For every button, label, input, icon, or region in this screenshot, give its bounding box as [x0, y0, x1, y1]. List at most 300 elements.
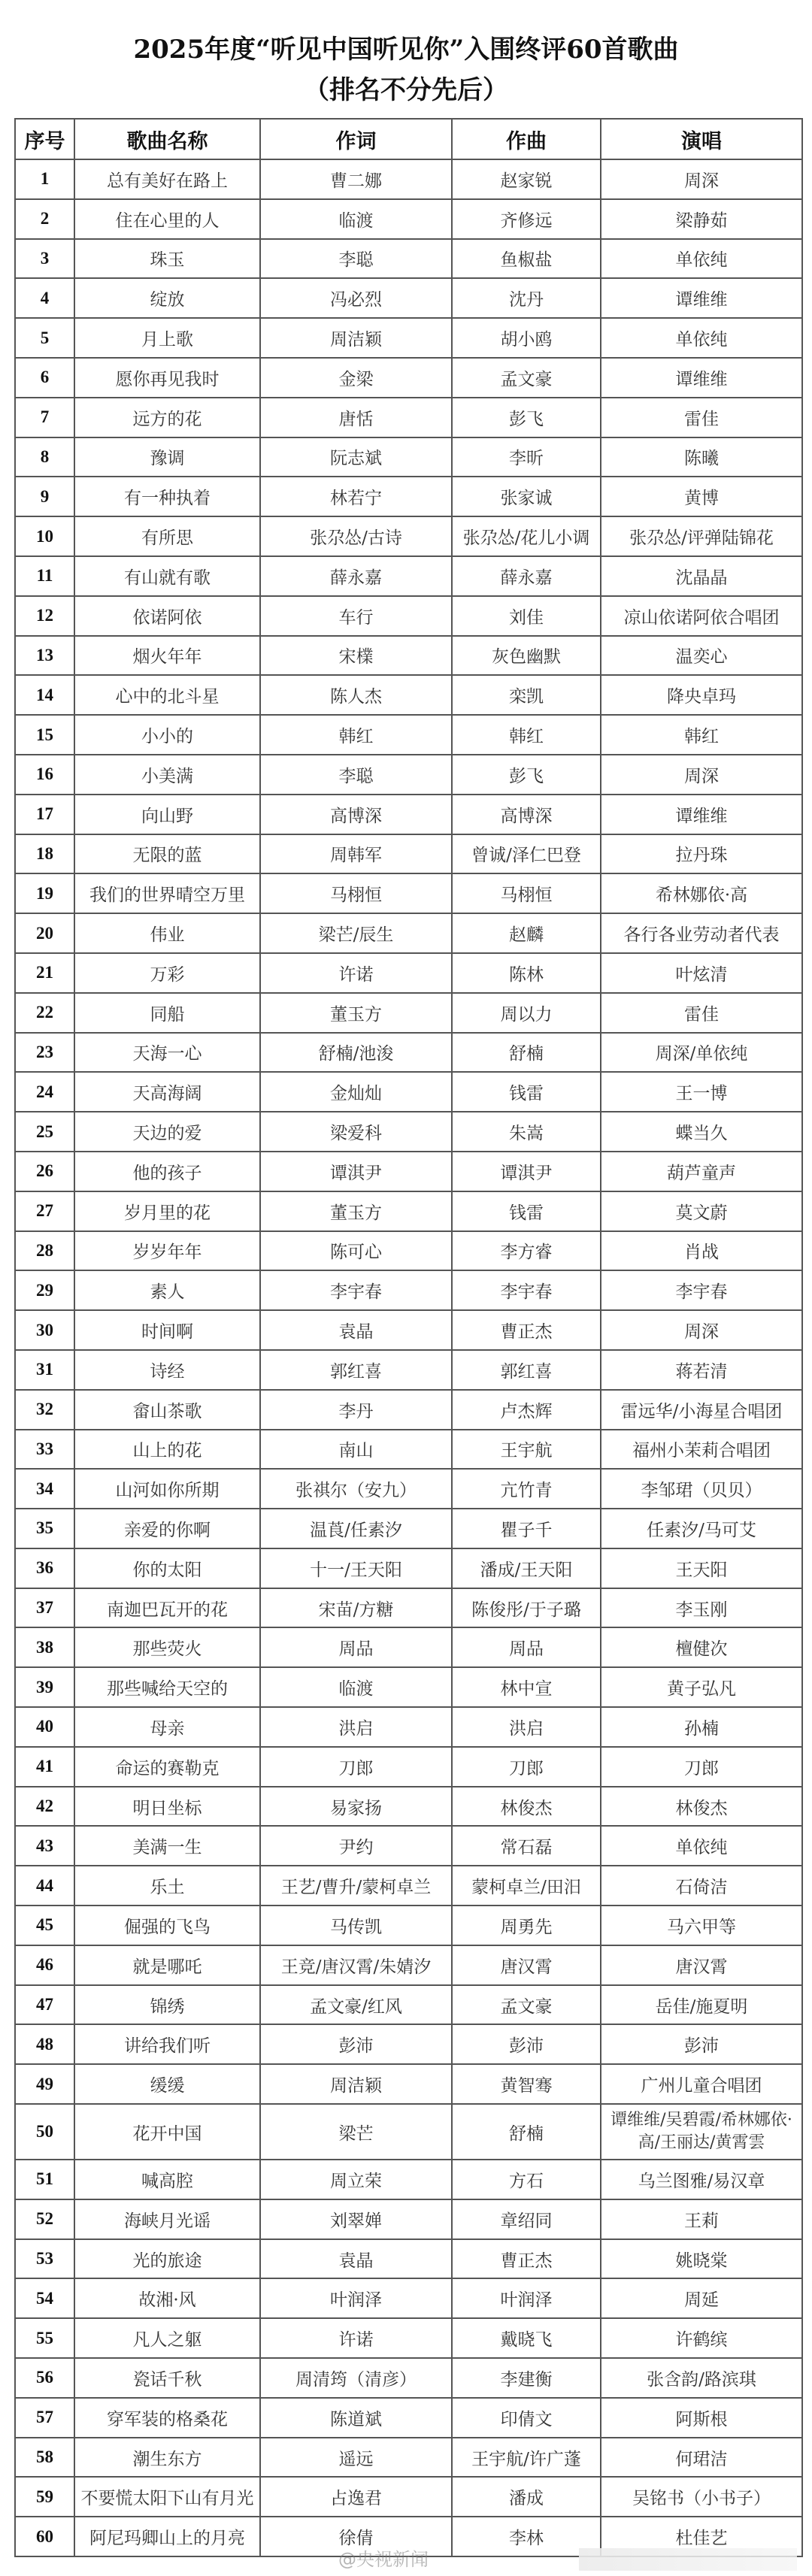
- cell-performer: 王天阳: [601, 1548, 802, 1588]
- cell-lyricist: 陈道斌: [260, 2398, 452, 2438]
- cell-performer: 吴铭书（小书子）: [601, 2477, 802, 2517]
- cell-song-title: 我们的世界晴空万里: [74, 873, 260, 913]
- cell-song-title: 不要慌太阳下山有月光: [74, 2477, 260, 2517]
- table-row: [15, 437, 802, 477]
- cell-performer: 蒋若清: [601, 1350, 802, 1390]
- cell-index: 25: [15, 1112, 74, 1152]
- cell-song-title: 住在心里的人: [74, 199, 260, 239]
- table-row: [15, 993, 802, 1033]
- table-row: [15, 1627, 802, 1667]
- cell-index: 32: [15, 1390, 74, 1430]
- cell-lyricist: 温莨/任素汐: [260, 1509, 452, 1548]
- cell-song-title: 故湘·风: [74, 2278, 260, 2318]
- cell-performer: 谭维维: [601, 278, 802, 318]
- cell-index: 59: [15, 2477, 74, 2517]
- header-performer: 演唱: [601, 119, 802, 159]
- cell-song-title: 穿军装的格桑花: [74, 2398, 260, 2438]
- table-row: [15, 199, 802, 239]
- cell-lyricist: 高博深: [260, 795, 452, 834]
- cell-song-title: 素人: [74, 1270, 260, 1310]
- cell-composer: 彭飞: [452, 755, 601, 795]
- table-row: [15, 1072, 802, 1112]
- table-row: [15, 1945, 802, 1985]
- cell-composer: 彭沛: [452, 2024, 601, 2064]
- cell-lyricist: 张祺尔（安九）: [260, 1469, 452, 1509]
- cell-song-title: 总有美好在路上: [74, 159, 260, 199]
- cell-index: 38: [15, 1627, 74, 1667]
- cell-composer: 刀郎: [452, 1747, 601, 1787]
- cell-lyricist: 唐恬: [260, 398, 452, 437]
- table-row: [15, 1033, 802, 1073]
- cell-song-title: 潮生东方: [74, 2438, 260, 2478]
- cell-lyricist: 冯必烈: [260, 278, 452, 318]
- cell-composer: 陈林: [452, 953, 601, 993]
- cell-performer: 叶炫清: [601, 953, 802, 993]
- cell-composer: 舒楠: [452, 2104, 601, 2160]
- cell-composer: 朱嵩: [452, 1112, 601, 1152]
- table-row: [15, 278, 802, 318]
- cell-index: 55: [15, 2318, 74, 2358]
- cell-performer: 李宇春: [601, 1270, 802, 1310]
- table-row: [15, 1866, 802, 1906]
- cell-lyricist: 李聪: [260, 755, 452, 795]
- cell-performer: 雷佳: [601, 993, 802, 1033]
- cell-performer: 拉丹珠: [601, 834, 802, 874]
- cell-lyricist: 许诺: [260, 2318, 452, 2358]
- table-row: [15, 477, 802, 516]
- header-index: 序号: [15, 119, 74, 159]
- table-row: [15, 834, 802, 874]
- cell-performer: 雷佳: [601, 398, 802, 437]
- cell-song-title: 你的太阳: [74, 1548, 260, 1588]
- cell-composer: 孟文豪: [452, 1985, 601, 2025]
- cell-performer: 周深: [601, 1310, 802, 1350]
- cell-lyricist: 董玉方: [260, 1191, 452, 1231]
- cell-lyricist: 谭淇尹: [260, 1152, 452, 1191]
- table-row: [15, 1906, 802, 1945]
- cell-composer: 舒楠: [452, 1033, 601, 1073]
- cell-performer: 沈晶晶: [601, 556, 802, 596]
- table-header-row: [15, 119, 802, 159]
- cell-lyricist: 李宇春: [260, 1270, 452, 1310]
- cell-performer: 许鹤缤: [601, 2318, 802, 2358]
- cell-song-title: 天高海阔: [74, 1072, 260, 1112]
- cell-index: 6: [15, 358, 74, 398]
- cell-performer: 马六甲等: [601, 1906, 802, 1945]
- header-composer: 作曲: [452, 119, 601, 159]
- cell-performer: 蝶当久: [601, 1112, 802, 1152]
- cell-index: 51: [15, 2160, 74, 2199]
- cell-song-title: 远方的花: [74, 398, 260, 437]
- cell-composer: 张尕怂/花儿小调: [452, 516, 601, 556]
- cell-composer: 曹正杰: [452, 1310, 601, 1350]
- cell-song-title: 无限的蓝: [74, 834, 260, 874]
- cell-composer: 李昕: [452, 437, 601, 477]
- cell-index: 9: [15, 477, 74, 516]
- cell-performer: 周深: [601, 159, 802, 199]
- cell-index: 5: [15, 318, 74, 358]
- cell-lyricist: 马栩恒: [260, 873, 452, 913]
- table-row: [15, 2104, 802, 2160]
- cell-index: 11: [15, 556, 74, 596]
- cell-performer: 何珺洁: [601, 2438, 802, 2478]
- cell-index: 4: [15, 278, 74, 318]
- cell-composer: 李建衡: [452, 2358, 601, 2398]
- cell-performer: 林俊杰: [601, 1787, 802, 1827]
- cell-song-title: 瓷话千秋: [74, 2358, 260, 2398]
- cell-performer: 李邹珺（贝贝）: [601, 1469, 802, 1509]
- table-row: [15, 2278, 802, 2318]
- cell-song-title: 向山野: [74, 795, 260, 834]
- cell-index: 16: [15, 755, 74, 795]
- cell-performer: 温奕心: [601, 636, 802, 676]
- cell-lyricist: 周品: [260, 1627, 452, 1667]
- cell-performer: 张尕怂/评弹陆锦花: [601, 516, 802, 556]
- cell-composer: 刘佳: [452, 596, 601, 636]
- cell-performer: 葫芦童声: [601, 1152, 802, 1191]
- cell-index: 50: [15, 2104, 74, 2160]
- cell-performer: 周深: [601, 755, 802, 795]
- page-subtitle: （排名不分先后）: [304, 75, 508, 105]
- cell-performer: 单依纯: [601, 318, 802, 358]
- cell-composer: 胡小鸥: [452, 318, 601, 358]
- cell-lyricist: 陈人杰: [260, 675, 452, 715]
- table-row: [15, 1787, 802, 1827]
- cell-index: 24: [15, 1072, 74, 1112]
- header-lyricist: 作词: [260, 119, 452, 159]
- cell-lyricist: 临渡: [260, 199, 452, 239]
- cell-composer: 薛永嘉: [452, 556, 601, 596]
- table-row: [15, 1390, 802, 1430]
- table-row: [15, 1588, 802, 1628]
- cell-lyricist: 徐倩: [260, 2517, 452, 2556]
- cell-performer: 杜佳艺: [601, 2517, 802, 2556]
- cell-index: 48: [15, 2024, 74, 2064]
- cell-index: 40: [15, 1707, 74, 1747]
- cell-index: 23: [15, 1033, 74, 1073]
- cell-song-title: 明日坐标: [74, 1787, 260, 1827]
- cell-composer: 赵麟: [452, 913, 601, 953]
- cell-composer: 叶润泽: [452, 2278, 601, 2318]
- cell-index: 22: [15, 993, 74, 1033]
- cell-index: 21: [15, 953, 74, 993]
- cell-song-title: 绽放: [74, 278, 260, 318]
- cell-performer: 福州小茉莉合唱团: [601, 1430, 802, 1470]
- cell-lyricist: 周立荣: [260, 2160, 452, 2199]
- cell-lyricist: 马传凯: [260, 1906, 452, 1945]
- cell-performer: 谭维维: [601, 358, 802, 398]
- cell-composer: 高博深: [452, 795, 601, 834]
- cell-performer: 李玉刚: [601, 1588, 802, 1628]
- cell-song-title: 时间啊: [74, 1310, 260, 1350]
- cell-song-title: 伟业: [74, 913, 260, 953]
- watermark: @央视新闻: [338, 2549, 429, 2570]
- table-row: [15, 1747, 802, 1787]
- cell-song-title: 阿尼玛卿山上的月亮: [74, 2517, 260, 2556]
- table-row: [15, 2477, 802, 2517]
- cell-index: 49: [15, 2064, 74, 2104]
- cell-lyricist: 周洁颖: [260, 2064, 452, 2104]
- cell-index: 18: [15, 834, 74, 874]
- cell-lyricist: 金梁: [260, 358, 452, 398]
- cell-lyricist: 宋檏: [260, 636, 452, 676]
- cell-song-title: 南迦巴瓦开的花: [74, 1588, 260, 1628]
- table-row: [15, 318, 802, 358]
- table-row: [15, 1112, 802, 1152]
- cell-lyricist: 车行: [260, 596, 452, 636]
- cell-index: 31: [15, 1350, 74, 1390]
- cell-song-title: 小小的: [74, 715, 260, 755]
- cell-performer: 谭维维: [601, 795, 802, 834]
- table-row: [15, 516, 802, 556]
- cell-composer: 潘成/王天阳: [452, 1548, 601, 1588]
- cell-song-title: 命运的赛勒克: [74, 1747, 260, 1787]
- cell-composer: 曹正杰: [452, 2239, 601, 2279]
- cell-lyricist: 遥远: [260, 2438, 452, 2478]
- cell-performer: 石倚洁: [601, 1866, 802, 1906]
- table-row: [15, 2160, 802, 2199]
- cell-performer: 莫文蔚: [601, 1191, 802, 1231]
- cell-song-title: 母亲: [74, 1707, 260, 1747]
- table-row: [15, 1231, 802, 1271]
- table-row: [15, 1350, 802, 1390]
- cell-index: 2: [15, 199, 74, 239]
- cell-lyricist: 许诺: [260, 953, 452, 993]
- cell-performer: 凉山依诺阿依合唱团: [601, 596, 802, 636]
- table-row: [15, 953, 802, 993]
- song-list-table: [14, 118, 803, 2557]
- cell-index: 27: [15, 1191, 74, 1231]
- cell-lyricist: 郭红喜: [260, 1350, 452, 1390]
- cell-performer: 岳佳/施夏明: [601, 1985, 802, 2025]
- cell-song-title: 天边的爱: [74, 1112, 260, 1152]
- table-row: [15, 675, 802, 715]
- cell-lyricist: 梁芒/辰生: [260, 913, 452, 953]
- cell-lyricist: 陈可心: [260, 1231, 452, 1271]
- cell-performer: 各行各业劳动者代表: [601, 913, 802, 953]
- cell-lyricist: 南山: [260, 1430, 452, 1470]
- cell-composer: 方石: [452, 2160, 601, 2199]
- cell-performer: 任素汐/马可艾: [601, 1509, 802, 1548]
- table-row: [15, 1469, 802, 1509]
- cell-composer: 彭飞: [452, 398, 601, 437]
- cell-index: 34: [15, 1469, 74, 1509]
- cell-composer: 曾诚/泽仁巴登: [452, 834, 601, 874]
- watermark-blur: [579, 2548, 797, 2571]
- cell-song-title: 岁月里的花: [74, 1191, 260, 1231]
- cell-composer: 钱雷: [452, 1191, 601, 1231]
- table-row: [15, 1310, 802, 1350]
- cell-index: 17: [15, 795, 74, 834]
- cell-lyricist: 叶润泽: [260, 2278, 452, 2318]
- table-row: [15, 2199, 802, 2239]
- cell-performer: 檀健次: [601, 1627, 802, 1667]
- cell-composer: 赵家锐: [452, 159, 601, 199]
- table-row: [15, 2318, 802, 2358]
- cell-index: 1: [15, 159, 74, 199]
- cell-composer: 韩红: [452, 715, 601, 755]
- cell-lyricist: 王竞/唐汉霄/朱婧汐: [260, 1945, 452, 1985]
- table-row: [15, 913, 802, 953]
- cell-performer: 周深/单依纯: [601, 1033, 802, 1073]
- table-row: [15, 1707, 802, 1747]
- cell-index: 26: [15, 1152, 74, 1191]
- cell-song-title: 光的旅途: [74, 2239, 260, 2279]
- cell-index: 39: [15, 1667, 74, 1707]
- cell-song-title: 珠玉: [74, 239, 260, 279]
- cell-song-title: 缓缓: [74, 2064, 260, 2104]
- cell-lyricist: 阮志斌: [260, 437, 452, 477]
- cell-composer: 钱雷: [452, 1072, 601, 1112]
- cell-song-title: 美满一生: [74, 1826, 260, 1866]
- cell-song-title: 他的孩子: [74, 1152, 260, 1191]
- table-row: [15, 1548, 802, 1588]
- table-row: [15, 239, 802, 279]
- table-row: [15, 795, 802, 834]
- cell-composer: 李方睿: [452, 1231, 601, 1271]
- cell-lyricist: 尹约: [260, 1826, 452, 1866]
- cell-index: 35: [15, 1509, 74, 1548]
- cell-index: 54: [15, 2278, 74, 2318]
- cell-composer: 林俊杰: [452, 1787, 601, 1827]
- cell-song-title: 那些荧火: [74, 1627, 260, 1667]
- cell-lyricist: 薛永嘉: [260, 556, 452, 596]
- cell-song-title: 有所思: [74, 516, 260, 556]
- cell-lyricist: 易家扬: [260, 1787, 452, 1827]
- cell-composer: 郭红喜: [452, 1350, 601, 1390]
- cell-composer: 李林: [452, 2517, 601, 2556]
- cell-song-title: 小美满: [74, 755, 260, 795]
- cell-song-title: 有山就有歌: [74, 556, 260, 596]
- cell-index: 53: [15, 2239, 74, 2279]
- table-row: [15, 1667, 802, 1707]
- cell-lyricist: 韩红: [260, 715, 452, 755]
- cell-index: 30: [15, 1310, 74, 1350]
- cell-performer: 广州儿童合唱团: [601, 2064, 802, 2104]
- cell-lyricist: 彭沛: [260, 2024, 452, 2064]
- cell-index: 15: [15, 715, 74, 755]
- cell-lyricist: 金灿灿: [260, 1072, 452, 1112]
- cell-song-title: 倔强的飞鸟: [74, 1906, 260, 1945]
- cell-performer: 黄子弘凡: [601, 1667, 802, 1707]
- table-row: [15, 1430, 802, 1470]
- cell-composer: 唐汉霄: [452, 1945, 601, 1985]
- cell-lyricist: 占逸君: [260, 2477, 452, 2517]
- cell-index: 19: [15, 873, 74, 913]
- cell-song-title: 愿你再见我时: [74, 358, 260, 398]
- cell-performer: 乌兰图雅/易汉章: [601, 2160, 802, 2199]
- cell-song-title: 畲山茶歌: [74, 1390, 260, 1430]
- table-row: [15, 715, 802, 755]
- cell-composer: 亢竹青: [452, 1469, 601, 1509]
- cell-performer: 黄博: [601, 477, 802, 516]
- cell-composer: 印倩文: [452, 2398, 601, 2438]
- cell-index: 20: [15, 913, 74, 953]
- cell-composer: 黄智骞: [452, 2064, 601, 2104]
- cell-composer: 栾凯: [452, 675, 601, 715]
- cell-lyricist: 十一/王天阳: [260, 1548, 452, 1588]
- cell-lyricist: 梁爱科: [260, 1112, 452, 1152]
- cell-performer: 姚晓棠: [601, 2239, 802, 2279]
- cell-song-title: 岁岁年年: [74, 1231, 260, 1271]
- cell-song-title: 亲爱的你啊: [74, 1509, 260, 1548]
- cell-song-title: 那些喊给天空的: [74, 1667, 260, 1707]
- cell-composer: 鱼椒盐: [452, 239, 601, 279]
- cell-index: 14: [15, 675, 74, 715]
- cell-composer: 齐修远: [452, 199, 601, 239]
- cell-index: 41: [15, 1747, 74, 1787]
- cell-composer: 章绍同: [452, 2199, 601, 2239]
- cell-song-title: 乐土: [74, 1866, 260, 1906]
- cell-index: 52: [15, 2199, 74, 2239]
- cell-index: 29: [15, 1270, 74, 1310]
- cell-composer: 谭淇尹: [452, 1152, 601, 1191]
- cell-composer: 常石磊: [452, 1826, 601, 1866]
- cell-composer: 潘成: [452, 2477, 601, 2517]
- cell-performer: 雷远华/小海星合唱团: [601, 1390, 802, 1430]
- cell-performer: 谭维维/吴碧霞/希林娜依·高/王丽达/黄霄雲: [601, 2104, 802, 2160]
- cell-index: 60: [15, 2517, 74, 2556]
- cell-composer: 瞿子千: [452, 1509, 601, 1548]
- cell-composer: 灰色幽默: [452, 636, 601, 676]
- cell-performer: 韩红: [601, 715, 802, 755]
- cell-composer: 戴晓飞: [452, 2318, 601, 2358]
- cell-song-title: 有一种执着: [74, 477, 260, 516]
- cell-song-title: 豫调: [74, 437, 260, 477]
- cell-lyricist: 曹二娜: [260, 159, 452, 199]
- cell-composer: 马栩恒: [452, 873, 601, 913]
- cell-lyricist: 林若宁: [260, 477, 452, 516]
- table-row: [15, 596, 802, 636]
- cell-composer: 林中宣: [452, 1667, 601, 1707]
- table-row: [15, 1985, 802, 2025]
- cell-lyricist: 李聪: [260, 239, 452, 279]
- page-title: 2025年度“听见中国听见你”入围终评60首歌曲: [133, 35, 679, 65]
- cell-performer: 陈曦: [601, 437, 802, 477]
- cell-lyricist: 张尕怂/古诗: [260, 516, 452, 556]
- cell-index: 58: [15, 2438, 74, 2478]
- table-row: [15, 636, 802, 676]
- cell-song-title: 就是哪吒: [74, 1945, 260, 1985]
- cell-lyricist: 周韩军: [260, 834, 452, 874]
- cell-performer: 阿斯根: [601, 2398, 802, 2438]
- cell-performer: 单依纯: [601, 239, 802, 279]
- cell-lyricist: 李丹: [260, 1390, 452, 1430]
- cell-song-title: 山河如你所期: [74, 1469, 260, 1509]
- cell-lyricist: 孟文豪/红风: [260, 1985, 452, 2025]
- cell-composer: 周勇先: [452, 1906, 601, 1945]
- cell-index: 47: [15, 1985, 74, 2025]
- cell-song-title: 凡人之躯: [74, 2318, 260, 2358]
- cell-index: 43: [15, 1826, 74, 1866]
- cell-song-title: 依诺阿依: [74, 596, 260, 636]
- cell-composer: 沈丹: [452, 278, 601, 318]
- header-song-title: 歌曲名称: [74, 119, 260, 159]
- cell-index: 3: [15, 239, 74, 279]
- cell-composer: 陈俊彤/于子璐: [452, 1588, 601, 1628]
- table-row: [15, 2239, 802, 2279]
- cell-performer: 王莉: [601, 2199, 802, 2239]
- cell-index: 28: [15, 1231, 74, 1271]
- table-row: [15, 1270, 802, 1310]
- cell-song-title: 花开中国: [74, 2104, 260, 2160]
- table-row: [15, 2398, 802, 2438]
- cell-composer: 王宇航: [452, 1430, 601, 1470]
- cell-composer: 李宇春: [452, 1270, 601, 1310]
- table-row: [15, 556, 802, 596]
- cell-song-title: 心中的北斗星: [74, 675, 260, 715]
- cell-lyricist: 宋苗/方糖: [260, 1588, 452, 1628]
